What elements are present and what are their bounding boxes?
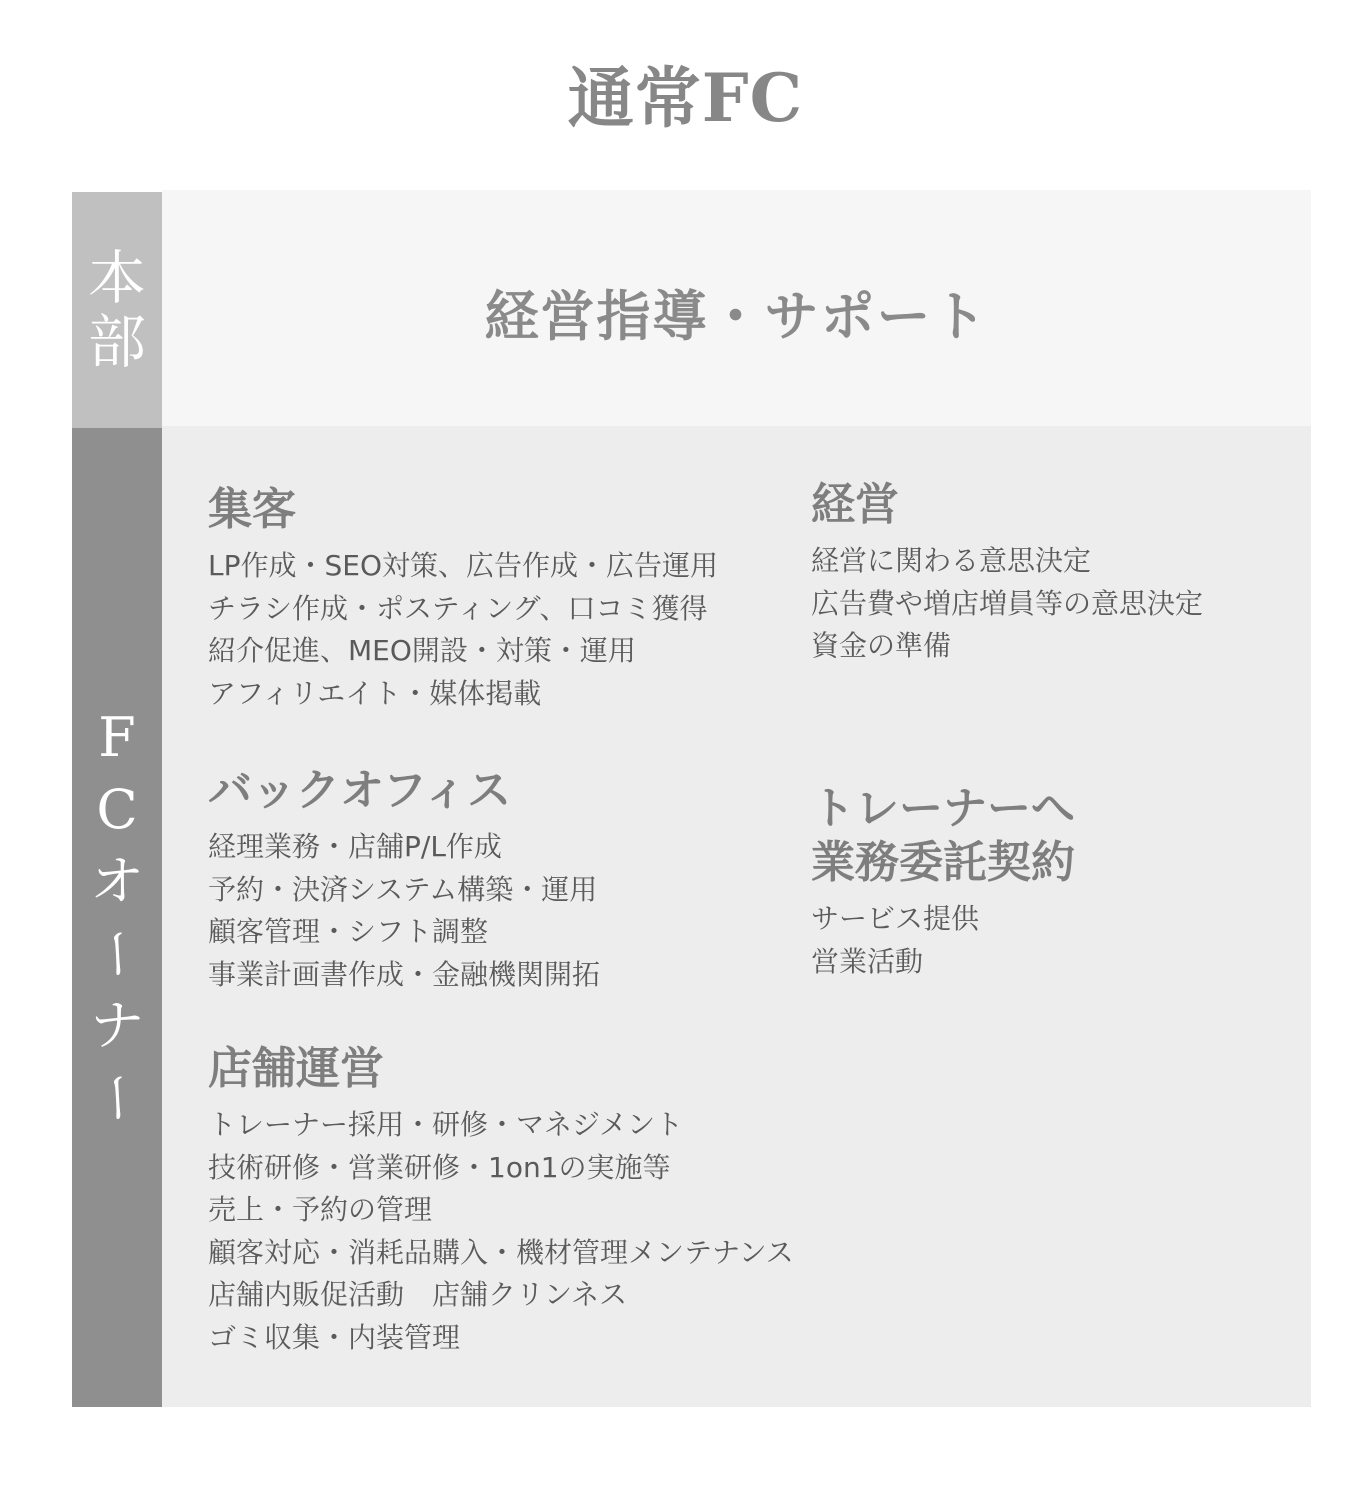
section-tenpo bbox=[208, 1042, 794, 1359]
section-item: 店舗内販促活動 店舗クリンネス bbox=[208, 1278, 628, 1311]
section-item: ゴミ収集・内装管理 bbox=[208, 1320, 461, 1354]
hq-label bbox=[72, 246, 162, 374]
owner-label-char: ナ bbox=[90, 993, 144, 1057]
section-item: アフィリエイト・媒体掲載 bbox=[208, 676, 542, 710]
page-title: 通常FC bbox=[567, 59, 804, 137]
section-heading: バックオフィス bbox=[208, 765, 512, 816]
hq-panel bbox=[162, 190, 1311, 426]
section-heading: 集客 bbox=[208, 484, 296, 535]
owner-panel bbox=[162, 426, 1311, 1407]
section-item: 顧客管理・シフト調整 bbox=[208, 915, 489, 948]
section-item: チラシ作成・ポスティング、口コミ獲得 bbox=[208, 591, 708, 625]
section-shuukyaku bbox=[208, 483, 718, 715]
section-item: 経理業務・店舗P/L作成 bbox=[208, 830, 502, 863]
owner-label-char: オ bbox=[90, 849, 144, 913]
owner-label-char: F bbox=[98, 705, 136, 769]
section-item: 紹介促進、MEO開設・対策・運用 bbox=[208, 634, 636, 667]
hq-label-char: 部 bbox=[87, 308, 146, 376]
owner-label-band bbox=[72, 428, 162, 1407]
section-item: 顧客対応・消耗品購入・機材管理メンテナンス bbox=[208, 1235, 794, 1269]
hq-support-text: 経営指導・サポート bbox=[484, 283, 989, 348]
section-back-office bbox=[208, 764, 600, 996]
section-item: 経営に関わる意思決定 bbox=[811, 544, 1092, 577]
owner-label-char: ー bbox=[86, 1070, 149, 1125]
owner-label-char: ー bbox=[86, 926, 149, 981]
section-heading: 経営 bbox=[811, 479, 899, 530]
section-heading bbox=[811, 782, 1075, 890]
section-heading-line: 業務委託契約 bbox=[811, 837, 1075, 888]
section-item: LP作成・SEO対策、広告作成・広告運用 bbox=[208, 549, 718, 582]
section-item: 売上・予約の管理 bbox=[208, 1193, 433, 1226]
section-item: 営業活動 bbox=[811, 944, 924, 978]
section-item: サービス提供 bbox=[811, 902, 980, 935]
section-item: 予約・決済システム構築・運用 bbox=[208, 872, 598, 906]
section-item: 資金の準備 bbox=[811, 629, 952, 662]
section-heading-line: トレーナーへ bbox=[811, 783, 1075, 834]
owner-label-char: C bbox=[96, 777, 138, 841]
hq-label-char: 本 bbox=[87, 244, 146, 312]
section-item: トレーナー採用・研修・マネジメント bbox=[208, 1108, 684, 1141]
section-item: 事業計画書作成・金融機関開拓 bbox=[208, 957, 601, 991]
section-keiei bbox=[811, 478, 1203, 668]
section-trainer-contract bbox=[811, 782, 1075, 983]
section-item: 広告費や増店増員等の意思決定 bbox=[811, 586, 1204, 620]
owner-label bbox=[72, 702, 162, 1134]
section-heading: 店舗運営 bbox=[208, 1043, 384, 1094]
hq-label-band bbox=[72, 192, 162, 428]
section-item: 技術研修・営業研修・1on1の実施等 bbox=[208, 1150, 671, 1184]
